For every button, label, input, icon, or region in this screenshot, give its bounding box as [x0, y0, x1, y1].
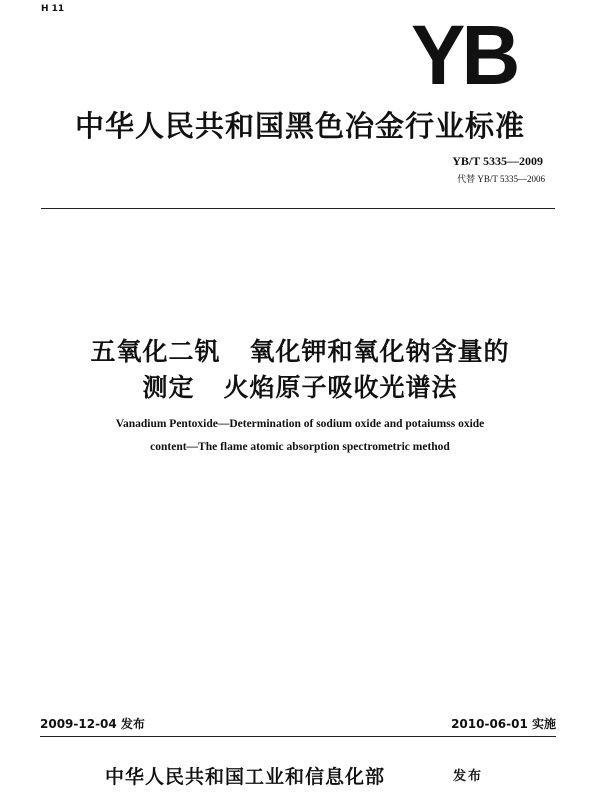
english-title-line-2: content—The flame atomic absorption spectrometric method	[150, 441, 450, 453]
implementation-date: 2010-06-01 实施	[451, 717, 556, 731]
bottom-divider	[40, 736, 556, 737]
standard-title: 中华人民共和国黑色冶金行业标准	[74, 109, 525, 143]
standard-number: YB/T 5335—2009	[452, 154, 543, 168]
issue-date: 2009-12-04 发布	[40, 717, 145, 731]
chinese-title-line-2: 测定 火焰原子吸收光谱法	[142, 373, 458, 402]
chinese-title-line-1: 五氧化二钒 氧化钾和氧化钠含量的	[90, 337, 510, 366]
english-title-line-1: Vanadium Pentoxide—Determination of sodium oxide and potaiumss oxide	[115, 418, 485, 430]
yb-logo: YB	[411, 8, 517, 102]
replaces-standard: 代替 YB/T 5335—2006	[457, 174, 545, 184]
classification-code: H 11	[41, 4, 65, 14]
issuing-ministry: 中华人民共和国工业和信息化部	[105, 766, 386, 788]
publish-label: 发布	[453, 769, 484, 784]
top-divider	[41, 208, 555, 209]
